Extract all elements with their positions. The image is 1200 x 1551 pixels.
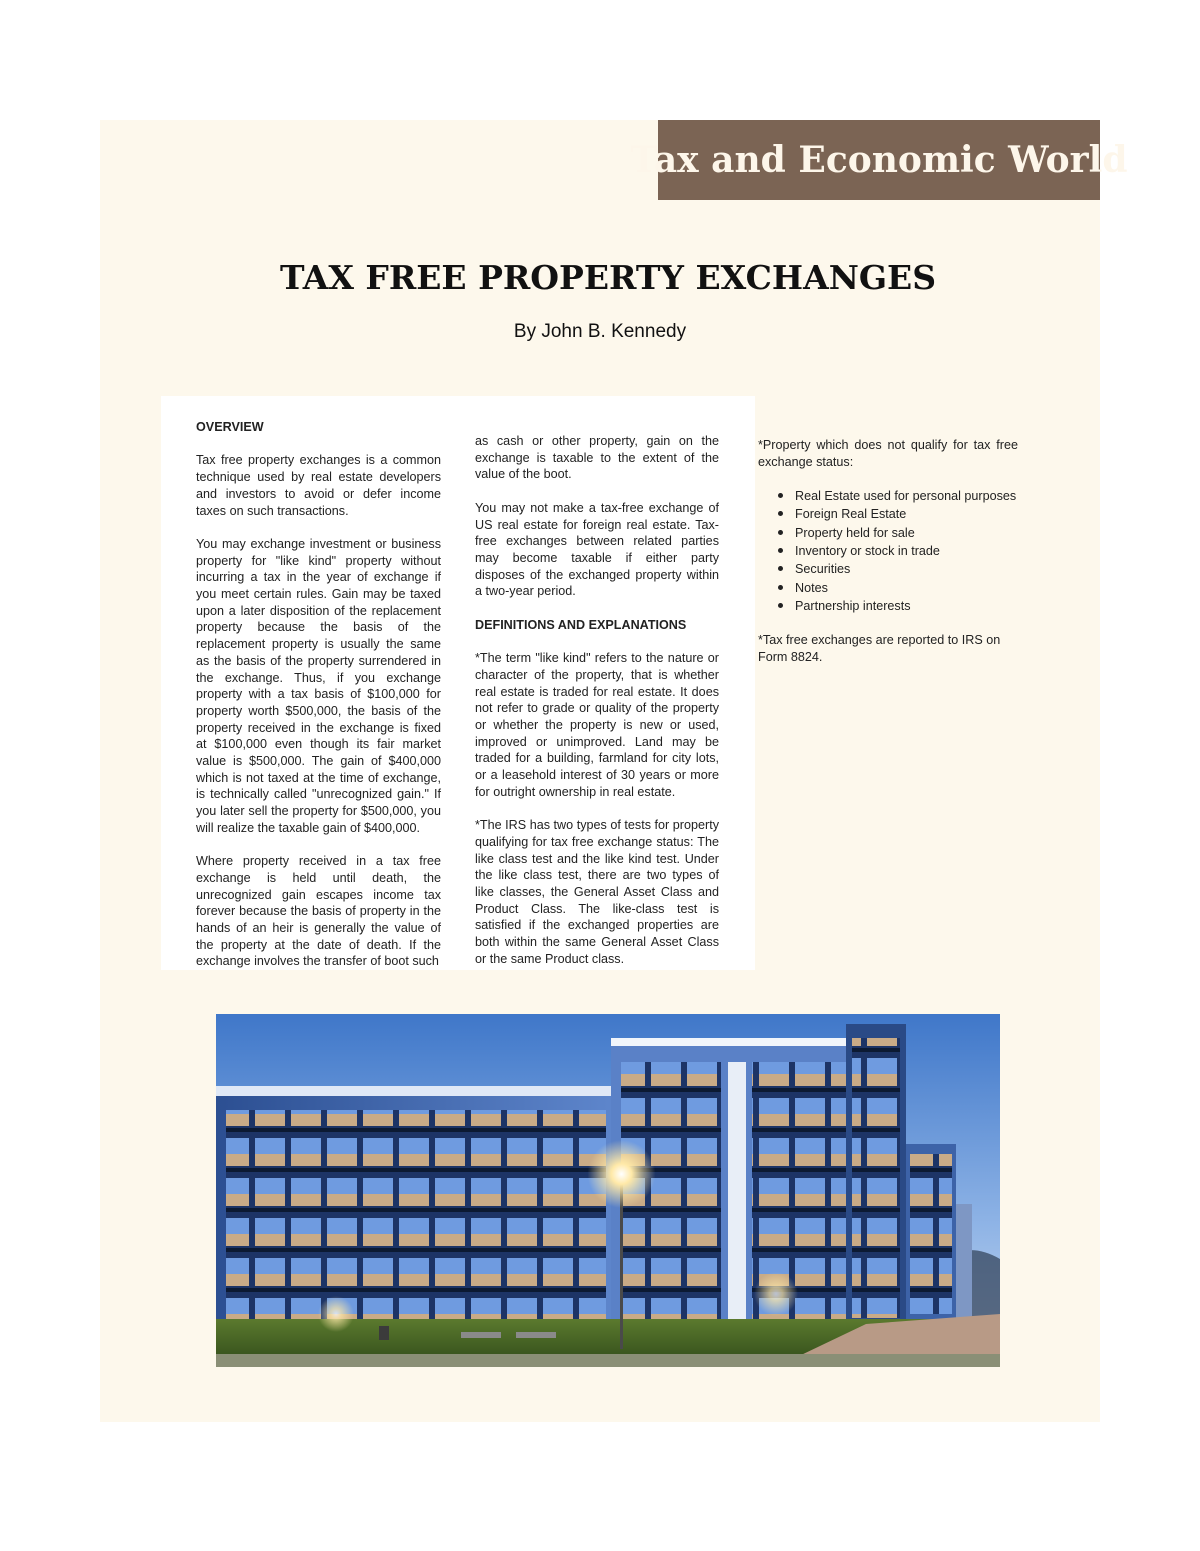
article-byline: By John B. Kennedy (513, 321, 687, 342)
overview-paragraph-1: Tax free property exchanges is a common technique used by real estate developers and investors to avoid or defer income taxes on such transactions. (196, 453, 441, 518)
apartment-buildings-photo (216, 1014, 1000, 1367)
publication-banner: Tax and Economic World (658, 120, 1100, 200)
overview-paragraph-3: Where property received in a tax free exchange is held until death, the unrecognized gain escapes income tax forever because the basis of property in the hands of an heir is generally the value of the property at the date of death. If the exchange involves the transfer of boot such (196, 854, 441, 969)
list-item: Notes (795, 579, 1018, 597)
irs-tests-paragraph: *The IRS has two types of tests for property qualifying for tax free exchange status: The like class test and the like kind test. Under the like class test, there are two types of like classes, the General Asset Class and Product Class. The like-class test is satisfied if the exchanged properties are both within the same General Asset Class or the same Product class. (475, 818, 719, 966)
column-2 (475, 433, 719, 984)
like-kind-paragraph: *The term "like kind" refers to the nature or character of the property, that is whether real estate is traded for real estate. It does not refer to grade or quality of the property or whether the property is new or used, improved or unimproved. Land may be traded for a building, farmland for city lots, or a leasehold interest of 30 years or more for outright ownership in real estate. (475, 651, 719, 799)
non-qualifying-list (758, 487, 1018, 615)
list-item: Inventory or stock in trade (795, 542, 1018, 560)
column-2-paragraph-2: You may not make a tax-free exchange of US real estate for foreign real estate. Tax-free exchanges between related parties may become taxable if either party disposes of the exchanged property within a two-year period. (475, 500, 719, 599)
list-item: Foreign Real Estate (795, 505, 1018, 523)
list-item: Securities (795, 560, 1018, 578)
column-1 (196, 419, 441, 987)
definitions-heading: DEFINITIONS AND EXPLANATIONS (475, 617, 687, 632)
overview-paragraph-2: You may exchange investment or business property for "like kind" property without incurring a tax in the year of exchange if you meet certain rules. Gain may be taxed upon a later disposition of the replacement property because the basis of the replacement property is usually the same as the basis of the property surrendered in the exchange. Thus, if you exchange property with a tax basis of $100,000 for property worth $500,000, the basis of the property received in the exchange is fixed at $100,000 even though its fair market value is $500,000. The gain of $400,000 which is not taxed at the time of exchange, is technically called "unrecognized gain." If you later sell the property for $500,000, you will realize the taxable gain of $400,000. (196, 536, 441, 835)
column-3 (758, 437, 1018, 682)
article-title: TAX FREE PROPERTY EXCHANGES (279, 258, 937, 297)
non-qualifying-intro: *Property which does not qualify for tax free exchange status: (758, 438, 1018, 469)
list-item: Real Estate used for personal purposes (795, 487, 1018, 505)
column-2-paragraph-1: as cash or other property, gain on the exchange is taxable to the extent of the value of the boot. (475, 434, 719, 482)
overview-heading: OVERVIEW (196, 420, 264, 434)
form-8824-note: *Tax free exchanges are reported to IRS on Form 8824. (758, 632, 1001, 664)
list-item: Partnership interests (795, 597, 1018, 615)
list-item: Property held for sale (795, 524, 1018, 542)
